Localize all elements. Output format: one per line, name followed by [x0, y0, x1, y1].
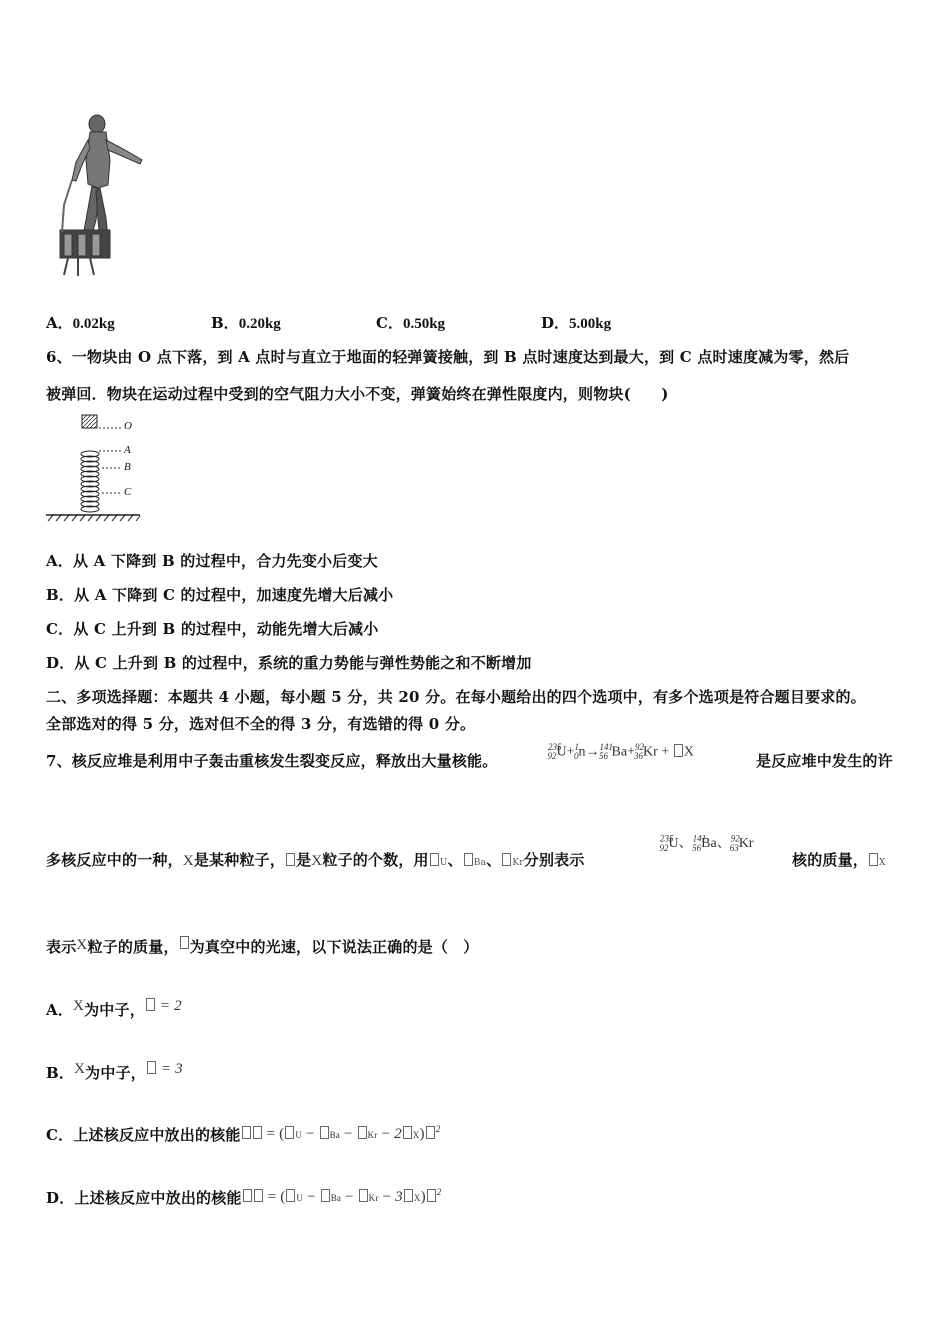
q7-stem-line2: 多核反应中的一种，X是某种粒子， 是X粒子的个数，用 U、 Ba、 Kr分别表示 [46, 851, 585, 869]
label-c: C [124, 486, 132, 498]
q7-option-b[interactable]: B．X为中子， = 3 [46, 1061, 183, 1082]
q7-stem-part1: 7、核反应堆是利用中子轰击重核发生裂变反应，释放出大量核能。 [46, 752, 498, 770]
q6-option-d[interactable]: D．从 C 上升到 B 的过程中，系统的重力势能与弹性势能之和不断增加 [46, 654, 532, 672]
label-o: O [124, 420, 132, 432]
q6-stem-line2: 被弹回．物块在运动过程中受到的空气阻力大小不变，弹簧始终在弹性限度内，则物块( ) [46, 385, 669, 403]
q7-option-d[interactable]: D．上述核反应中放出的核能 = ( U − Ba − Kr − 3 X) $^2$ [46, 1187, 442, 1207]
nuclei-list: $^{235}_{92}$U、$^{141}_{56}$Ba、$^{92}_{63}$Kr [659, 833, 754, 853]
q5-option-b[interactable]: B．0.20kg [211, 314, 281, 332]
q6-option-b[interactable]: B．从 A 下降到 C 的过程中，加速度先增大后减小 [46, 586, 394, 604]
q7-option-a[interactable]: A．X为中子， = 2 [46, 998, 182, 1019]
label-a: A [124, 444, 131, 456]
q5-option-d[interactable]: D．5.00kg [541, 314, 612, 332]
q7-stem-part2: 是反应堆中发生的许 [756, 752, 893, 770]
q6-option-a[interactable]: A．从 A 下降到 B 的过程中，合力先变小后变大 [46, 552, 378, 570]
q7-stem-line3: 表示X粒子的质量， 为真空中的光速，以下说法正确的是（ ） [46, 937, 479, 956]
q7-stem-line2-end: 核的质量， X [792, 851, 886, 869]
flyboard-person-figure [50, 110, 150, 278]
label-b: B [124, 461, 131, 473]
section2-heading-line1: 二、多项选择题：本题共 4 小题，每小题 5 分，共 20 分。在每小题给出的四个选项中，有多个选项是符合题目要求的。 [46, 688, 866, 706]
spring-figure [44, 410, 154, 525]
q7-option-c[interactable]: C．上述核反应中放出的核能 = ( U − Ba − Kr − 2 X) $^2$ [46, 1124, 441, 1144]
section2-heading-line2: 全部选对的得 5 分，选对但不全的得 3 分，有选错的得 0 分。 [46, 715, 476, 733]
q5-option-c[interactable]: C．0.50kg [376, 314, 446, 332]
q5-option-a[interactable]: A．0.02kg [46, 314, 115, 332]
nuclear-reaction-equation: $^{235}_{92}$U+$^1_0$n→$^{141}_{56}$ Ba+$^{92}_{36}$Kr + X [547, 742, 694, 762]
q6-stem-line1: 6、一物块由 O 点下落，到 A 点时与直立于地面的轻弹簧接触，到 B 点时速度达到最大，到 C 点时速度减为零，然后 [46, 348, 850, 366]
q6-option-c[interactable]: C．从 C 上升到 B 的过程中，动能先增大后减小 [46, 620, 379, 638]
